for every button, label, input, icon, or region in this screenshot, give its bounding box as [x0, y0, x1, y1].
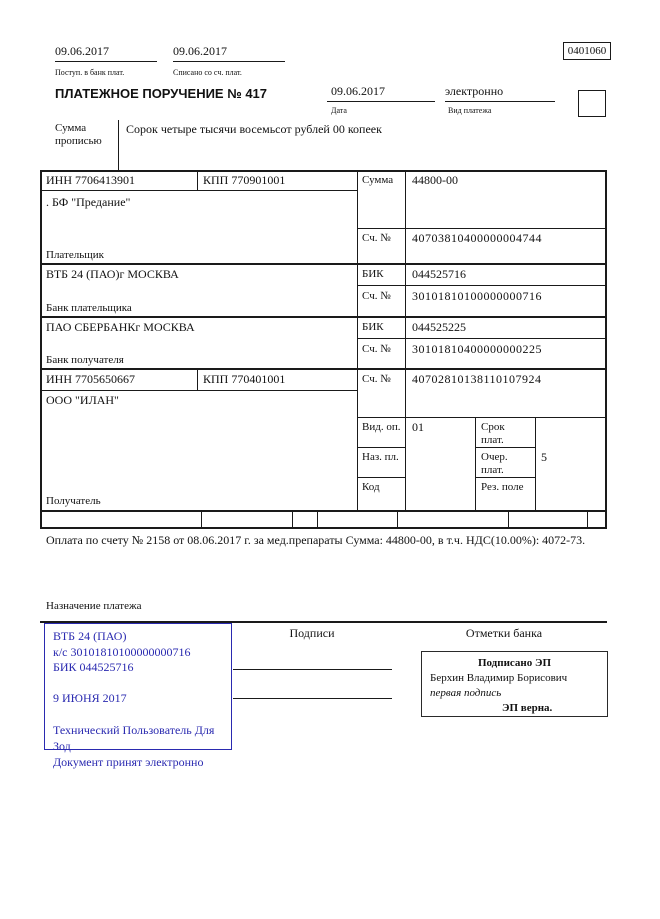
amount-words-value: Сорок четыре тысячи восемьсот рублей 00 копеек [126, 122, 382, 136]
stamp-user: Технический Пользователь Для Зод [53, 723, 215, 753]
payer-bank-account: 30101810100000000716 [412, 289, 542, 303]
code-label: Код [362, 481, 380, 493]
divider [40, 263, 607, 265]
payee-bank-account-label: Сч. № [362, 343, 391, 355]
divider [357, 228, 607, 229]
form-code-badge: 0401060 [563, 42, 611, 60]
stamp-date: 9 ИЮНЯ 2017 [53, 690, 127, 705]
reserve-label: Рез. поле [481, 481, 524, 493]
payer-kpp: КПП 770901001 [203, 173, 286, 187]
payment-purpose-text: Оплата по счету № 2158 от 08.06.2017 г. за мед.препараты Сумма: 44800-00, в т.ч. НДС(10.00%): 4072-73. [46, 533, 586, 547]
divider [405, 170, 406, 510]
divider [40, 510, 607, 512]
payer-account: 40703810400000004744 [412, 231, 542, 245]
sum-value: 44800-00 [412, 173, 458, 187]
divider [292, 510, 293, 527]
op-kind-label: Вид. оп. [362, 421, 401, 433]
divider [197, 170, 198, 190]
bank-marks-header: Отметки банка [465, 626, 543, 640]
bank-stamp [44, 623, 232, 769]
stamp-note: Документ принят электронно [53, 754, 204, 769]
esig-verified: ЭП верна. [502, 701, 553, 714]
payer-bank-name: ВТБ 24 (ПАО)г МОСКВА [46, 267, 179, 281]
order-value: 5 [541, 450, 547, 464]
stamp-bik: БИК 044525716 [53, 660, 134, 675]
payee-name: ООО "ИЛАН" [46, 393, 119, 407]
payer-account-label: Сч. № [362, 232, 391, 244]
payee-bank-account: 30101810400000000225 [412, 342, 542, 356]
esig-role: первая подпись [430, 686, 502, 699]
term-label: Срок плат. [481, 421, 505, 447]
received-in-bank-label: Поступ. в банк плат. [55, 68, 125, 77]
divider [357, 170, 358, 510]
payer-bank-bik-label: БИК [362, 268, 384, 280]
divider [357, 447, 405, 448]
document-date: 09.06.2017 [327, 84, 435, 102]
divider [357, 417, 607, 418]
divider [40, 190, 357, 191]
payer-bank-account-label: Сч. № [362, 290, 391, 302]
page-title: ПЛАТЕЖНОЕ ПОРУЧЕНИЕ № 417 [55, 86, 268, 101]
payer-name: . БФ "Предание" [46, 195, 131, 209]
payee-kpp: КПП 770401001 [203, 372, 286, 386]
divider [40, 368, 607, 370]
debited-from-account-date: 09.06.2017 [173, 44, 285, 62]
divider [40, 390, 357, 391]
payee-bank-name: ПАО СБЕРБАНКг МОСКВА [46, 320, 195, 334]
stamp-bank-name: ВТБ 24 (ПАО) [53, 629, 127, 643]
divider [605, 170, 607, 527]
purpose-code-label: Наз. пл. [362, 451, 399, 463]
op-kind-value: 01 [412, 420, 424, 434]
payer-label: Плательщик [46, 249, 104, 261]
divider [357, 477, 405, 478]
order-label: Очер. плат. [481, 451, 508, 477]
payee-bank-bik-label: БИК [362, 321, 384, 333]
divider [40, 170, 42, 527]
payee-inn: ИНН 7705650667 [46, 372, 135, 386]
payment-kind-value: электронно [445, 84, 555, 102]
stamp-corr-account: к/с 30101810100000000716 [53, 644, 191, 659]
payer-inn: ИНН 7706413901 [46, 173, 135, 187]
divider [397, 510, 398, 527]
divider [475, 417, 476, 510]
debited-from-account-label: Списано со сч. плат. [173, 68, 242, 77]
divider [535, 417, 536, 510]
payee-bank-bik: 044525225 [412, 320, 466, 334]
divider [40, 527, 607, 529]
esig-name: Берхин Владимир Борисович [430, 671, 568, 684]
payment-purpose-label: Назначение платежа [46, 600, 142, 612]
payee-label: Получатель [46, 495, 101, 507]
signature-line-1 [233, 669, 392, 670]
amount-words-label: Сумма прописью [55, 122, 102, 148]
divider [357, 338, 607, 339]
signatures-header: Подписи [289, 626, 335, 640]
payment-kind-label: Вид платежа [448, 106, 492, 115]
esig-title: Подписано ЭП [477, 657, 552, 669]
document-date-label: Дата [331, 106, 347, 115]
divider [40, 316, 607, 318]
divider [40, 170, 607, 172]
divider [317, 510, 318, 527]
received-in-bank-date: 09.06.2017 [55, 44, 157, 62]
payer-bank-bik: 044525716 [412, 267, 466, 281]
divider [357, 285, 607, 286]
divider [587, 510, 588, 527]
payee-account: 40702810138110107924 [412, 372, 542, 386]
status-checkbox [578, 90, 606, 117]
electronic-signature-box [421, 651, 608, 717]
signature-line-2 [233, 698, 392, 699]
sum-label: Сумма [362, 174, 394, 186]
divider [118, 120, 119, 170]
divider [197, 368, 198, 390]
divider [508, 510, 509, 527]
payee-account-label: Сч. № [362, 373, 391, 385]
divider [201, 510, 202, 527]
payee-bank-label: Банк получателя [46, 354, 124, 366]
payer-bank-label: Банк плательщика [46, 302, 132, 314]
